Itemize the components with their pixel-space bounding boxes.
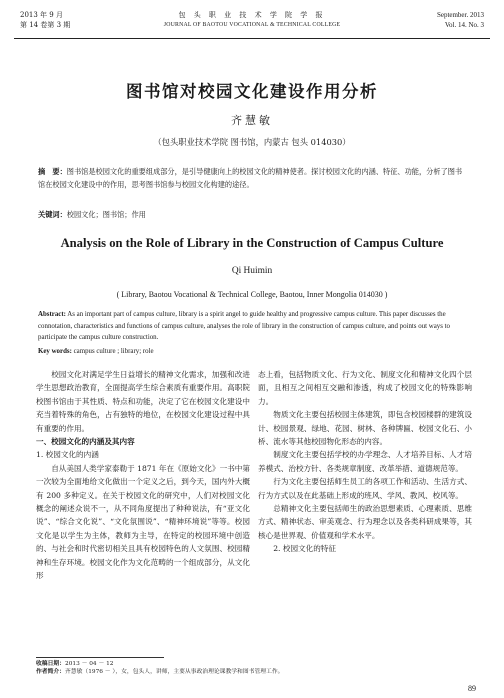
article-title-cn: 图书馆对校园文化建设作用分析 xyxy=(126,82,378,101)
footnote-author xyxy=(36,668,474,676)
keywords-text-cn: 校园文化；图书馆；作用 xyxy=(66,210,146,219)
footnote-rule xyxy=(36,657,164,658)
body-column-left xyxy=(36,368,250,583)
body-paragraph: 制度文化主要包括学校的办学理念、人才培养目标、人才培养模式、治校方针、各类规章制度、改革举措、道德规范等。 xyxy=(258,450,472,473)
body-paragraph: 行为文化主要包括师生员工的各项工作和活动、生活方式、行为方式以及在此基础上形成的班风、学风、教风、校风等。 xyxy=(258,477,472,500)
keywords-label-en: Key words: xyxy=(38,348,72,355)
keywords-en xyxy=(38,346,468,357)
author-bio-label: 作者简介： xyxy=(36,669,65,676)
header-volume-en: Vol. 14. No. 3 xyxy=(444,21,484,29)
affiliation-cn: （包头职业技术学院 图书馆，内蒙古 包头 014030） xyxy=(153,137,351,147)
body-paragraph: 物质文化主要包括校园主体建筑，即包含校园楼群的建筑设计、校园景观、绿地、花园、树林、各种牌匾、校园文化石、小桥、流水等其他校园物化形态的内容。 xyxy=(258,410,472,447)
abstract-label-en: Abstract: xyxy=(38,311,66,318)
author-name-cn: 齐慧敏 xyxy=(231,114,273,127)
header-volume-cn: 第 14 卷第 3 期 xyxy=(20,21,71,29)
subsection-heading: 2. 校园文化的特征 xyxy=(273,544,337,554)
header-center xyxy=(14,10,490,30)
body-paragraph: 自从美国人类学家泰勒于 1871 年在《原始文化》一书中第一次较为全面地给文化做出一个定义之后，到今天，国内外大概有 200 多种定义。在关于校园文化的研究中，人们对校园文化概念的阐述众说不一，从不同角度提出了种种说法，有“亚文化说”、“综合文化说”、“文化氛围说”、“精神环境说”等等。校园文化是以学生为主体，教师为主导，在特定的校园环境中创造的、与社会和时代密切相关且具有校园特色的人文氛围、校园精神和生存环境。校园文化作为文化范畴的一个组成部分，从文化形 xyxy=(36,463,250,581)
keywords-text-en: campus culture ; library; role xyxy=(71,348,154,355)
received-date: 2013 － 04 － 12 xyxy=(65,661,114,667)
body-paragraph: 态上看，包括物质文化、行为文化、制度文化和精神文化四个层面，且相互之间相互交融和渗透，构成了校园文化的特殊影响力。 xyxy=(258,370,472,406)
abstract-en xyxy=(38,309,468,344)
affiliation-en: ( Library, Baotou Vocational & Technical College, Baotou, Inner Mongolia 014030 ) xyxy=(116,290,388,299)
abstract-text-en: As an important part of campus culture, library is a spirit angel to guide healthy and progressive campus culture. This paper discusses the connotation, characteristics and functions of campus culture, analyses the role of library in the construction of campus culture, and points out ways to participate the campus culture construction. xyxy=(38,311,450,342)
body-paragraph: 校园文化对满足学生日益增长的精神文化需求，加强和改进学生思想政治教育，全面提高学生综合素质有重要作用。高职院校图书馆由于其性质、特点和功能，决定了它在校园文化建设中充当着特殊的角色，占有独特的地位，在校园文化建设过程中具有重要的作用。 xyxy=(36,370,250,433)
body-column-right xyxy=(258,368,472,556)
journal-name-en: JOURNAL OF BAOTOU VOCATIONAL & TECHNICAL COLLEGE xyxy=(163,22,341,28)
page-number: 89 xyxy=(468,684,476,693)
keywords-cn xyxy=(38,209,468,221)
running-header xyxy=(14,8,490,38)
header-rule xyxy=(14,38,490,39)
received-label: 收稿日期： xyxy=(36,661,65,667)
section-heading: 一、校园文化的内涵及其内容 xyxy=(36,437,135,447)
subsection-heading: 1. 校园文化的内涵 xyxy=(36,450,99,460)
abstract-cn xyxy=(38,166,468,191)
body-paragraph: 总精神文化主要包括师生的政治思想素质、心理素质、思维方式、精神状态、审美观念、行为理念以及各类科研成果等，其核心是世界观、价值观和学术水平。 xyxy=(258,504,472,540)
article-title-en: Analysis on the Role of Library in the Construction of Campus Culture xyxy=(60,236,444,250)
footnote-received xyxy=(36,660,474,668)
footnote xyxy=(36,660,474,677)
abstract-text-cn: 图书馆是校园文化的重要组成部分，是引导健康向上的校园文化的精神使者。探讨校园文化的内涵、特征、功能，分析了图书馆在校园文化建设中的作用，思考图书馆参与校园文化构建的途径。 xyxy=(38,167,463,189)
journal-name-cn: 包 头 职 业 技 术 学 院 学 报 xyxy=(178,11,326,19)
header-right xyxy=(437,10,484,30)
keywords-label-cn: 关键词： xyxy=(38,210,67,219)
abstract-label-cn: 摘 要： xyxy=(38,167,67,176)
author-bio: 齐慧敏（1976 － ），女，包头人，讲师，主要从事政治理论课教学和图书管理工作。 xyxy=(65,669,284,676)
header-date-cn: 2013 年 9 月 xyxy=(20,11,63,19)
author-name-en: Qi Huimin xyxy=(231,266,273,276)
header-date-en: September. 2013 xyxy=(436,11,484,19)
